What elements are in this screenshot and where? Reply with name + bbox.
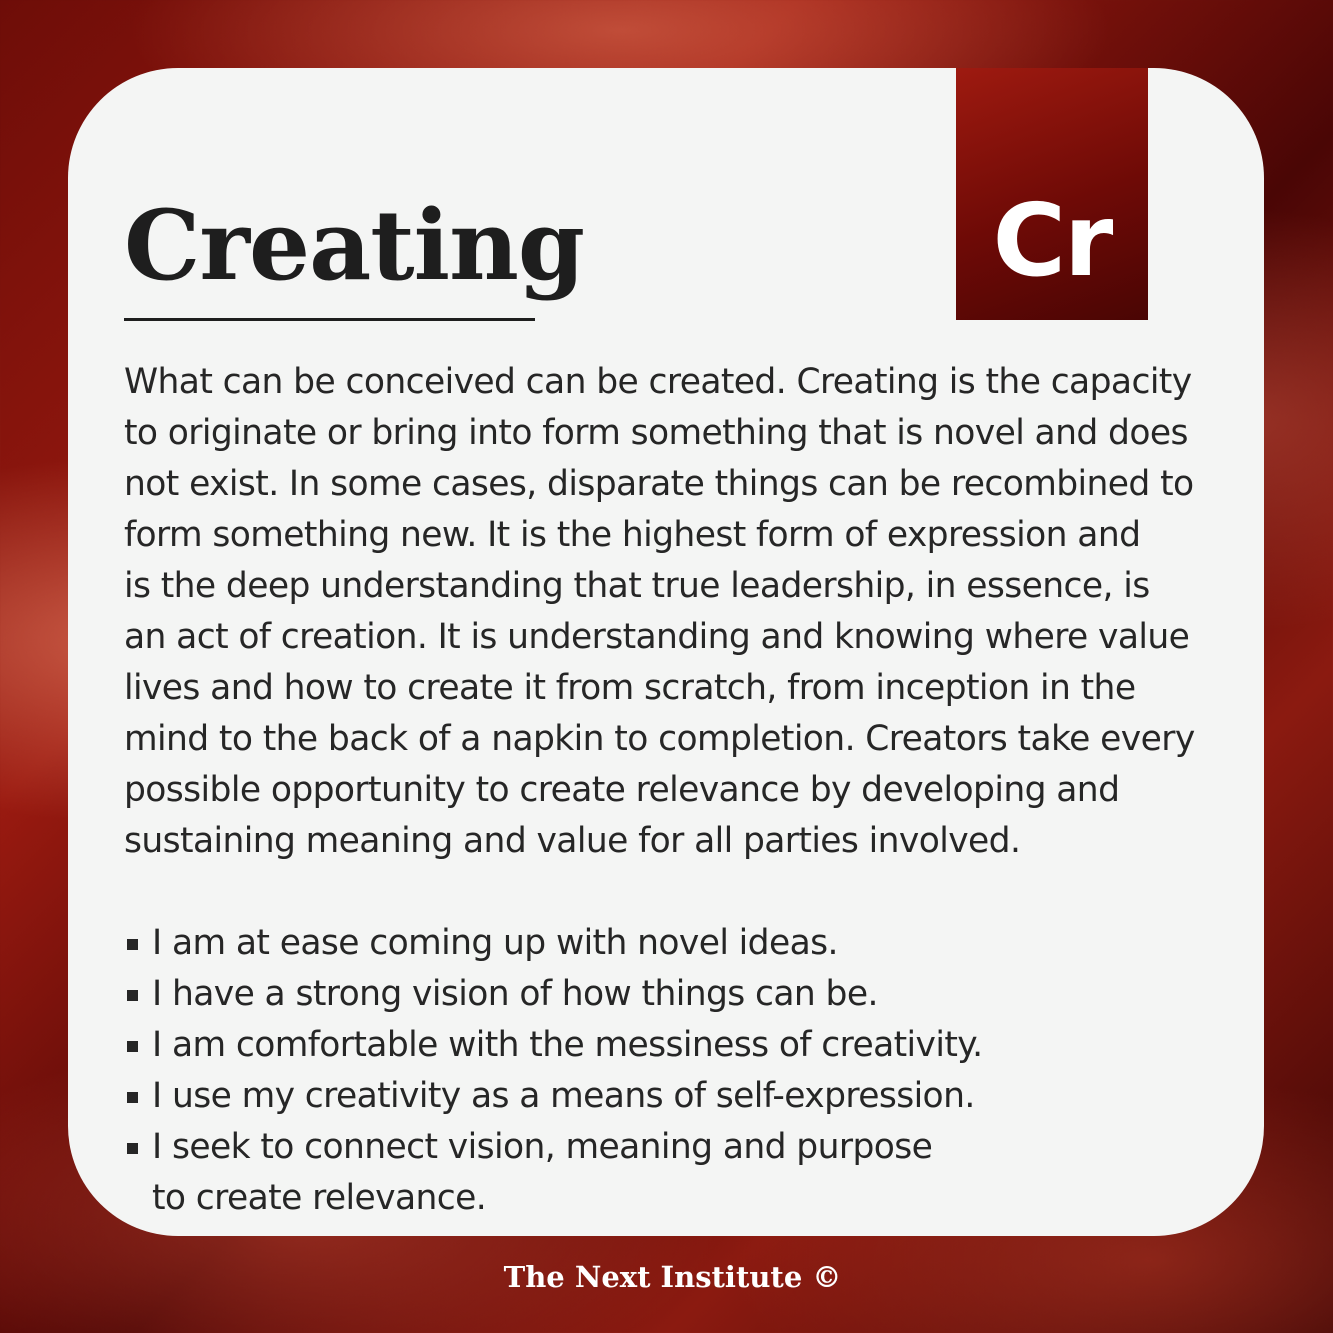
list-item xyxy=(124,918,983,969)
list-item xyxy=(124,1020,983,1071)
description-line: is the deep understanding that true leadership, in essence, is xyxy=(124,566,1150,606)
description-line: form something new. It is the highest form of expression and xyxy=(124,515,1141,555)
list-item xyxy=(124,969,983,1020)
footer-credit: The Next Institute © xyxy=(503,1260,842,1294)
page-title: Creating xyxy=(124,189,584,302)
list-item xyxy=(124,1122,983,1224)
description-line: What can be conceived can be created. Creating is the capacity xyxy=(124,362,1192,402)
description-paragraph xyxy=(124,357,1209,867)
bullet-icon xyxy=(127,1041,138,1052)
badge-symbol: Cr xyxy=(992,182,1112,299)
description-line: sustaining meaning and value for all parties involved. xyxy=(124,821,1021,861)
description-line: not exist. In some cases, disparate things can be recombined to xyxy=(124,464,1194,504)
bullet-icon xyxy=(127,939,138,950)
description-line: an act of creation. It is understanding and knowing where value xyxy=(124,617,1190,657)
description-line: mind to the back of a napkin to completion. Creators take every xyxy=(124,719,1195,759)
description-line: to originate or bring into form something that is novel and does xyxy=(124,413,1188,453)
bullet-icon xyxy=(127,990,138,1001)
list-item-text: I am comfortable with the messiness of creativity. xyxy=(152,1025,983,1065)
description-line: lives and how to create it from scratch, from inception in the xyxy=(124,668,1136,708)
bullet-icon xyxy=(127,1143,138,1154)
list-item xyxy=(124,1071,983,1122)
description-line: possible opportunity to create relevance by developing and xyxy=(124,770,1120,810)
statement-list xyxy=(124,918,983,1224)
list-item-text: I have a strong vision of how things can be. xyxy=(152,974,878,1014)
bullet-icon xyxy=(127,1092,138,1103)
list-item-text-continued: to create relevance. xyxy=(152,1178,487,1218)
list-item-text: I use my creativity as a means of self-expression. xyxy=(152,1076,975,1116)
list-item-text: I am at ease coming up with novel ideas. xyxy=(152,923,838,963)
element-symbol-badge xyxy=(956,68,1148,320)
list-item-text: I seek to connect vision, meaning and purpose xyxy=(152,1127,933,1167)
title-underline xyxy=(124,318,535,321)
